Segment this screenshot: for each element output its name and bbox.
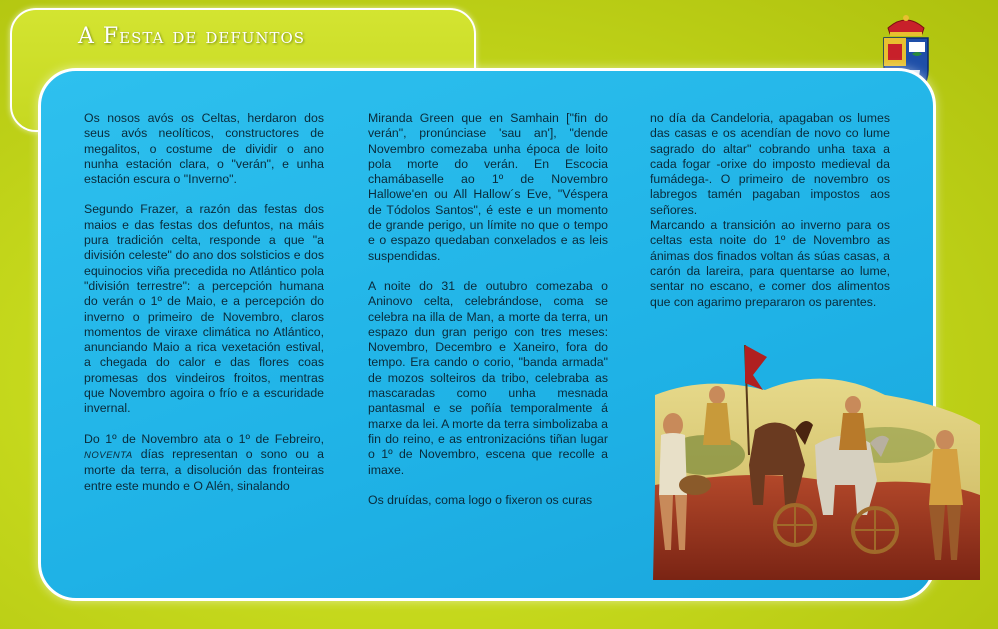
text-column-2	[368, 111, 608, 523]
paragraph: no día da Candeloria, apagaban os lumes das casas e os acendían de novo co lume sagrado do altar" cobrando unha taxa a cada fogar -orixe do imposto medieval da fumádega-. O primeiro de novembro os labregos tamén pagaban impostos aos señores.	[650, 111, 890, 217]
paragraph-text: Do 1º de Novembro ata o 1º de Febreiro,	[84, 431, 324, 446]
page-title: A Festa de defuntos	[78, 24, 306, 49]
paragraph: Marcando a transición ao inverno para os celtas esta noite do 1º de Novembro as ánimas dos finados voltan ás súas casas, a carón da lareira, para quentarse ao lume, sentar no escano, e comer dos alimentos que con agarimo prepararon os parentes.	[650, 218, 890, 309]
text-column-3	[650, 111, 890, 325]
paragraph: A noite do 31 de outubro comezaba o Aninovo celta, celebrándose, coma se celebra na illa de Man, a morte da terra, un espazo dun gran perigo con tres meses: Novembro, Decembro e Xaneiro, fora do tempo. Era cando o corio, "banda armada" de mozos solteiros da tribo, celebraba as mascaradas como unha mesnada pantasmal e se poñía temporalmente á marxe da lei. A morte da terra simbolizaba a fin do reino, e as entronizacións tiñan lugar o 1º de Novembro, escena que recolle a imaxe.	[368, 278, 608, 477]
paragraph: Os nosos avós os Celtas, herdaron dos seus avós neolíticos, constructores de megalitos, o costume de dividir o ano nunha estación clara, o "verán", e unha estación escura o "Inverno".	[84, 111, 324, 187]
celtic-procession-painting	[645, 335, 985, 585]
paragraph-text: días representan o sono ou a morte da terra, a disolución das fronteiras entre este mundo e O Alén, sinalando	[84, 446, 324, 493]
paragraph: Segundo Frazer, a razón das festas dos maios e das festas dos defuntos, na máis pura tradición celta, responde a que "a división celeste" do ano dos solsticios e dos equinocios viña precedida no Atlántico pola "división terrestre": a percepción humana do verán o 1º de Maio, e a percepción do inverno o primeiro de Novembro, claros momentos de viraxe climática no Atlántico, anunciando Maio a rica vexetación estival, a chegada do calor e das flores coas promesas dos vindeiros froitos, mentras que Novembro agoira o frío e a escuridade invernal.	[84, 202, 324, 416]
text-column-1	[84, 111, 324, 509]
paragraph	[84, 432, 324, 494]
paragraph: Miranda Green que en Samhain ["fin do verán", pronúnciase 'sau an'], "dende Novembro comezaba unha época de loito pola morte do verán. En Escocia chamábaselle ao 1º de Novembro Hallowe'en ou All Hallow´s Eve, "Véspera de Tódolos Santos", é este e un momento de grande perigo, un límite no que o tempo e o espazo quedaban conxelados e as leis suspendidas.	[368, 111, 608, 263]
emphasis-text: NOVENTA	[84, 449, 133, 461]
paragraph: Os druídas, coma logo o fixeron os curas	[368, 492, 593, 507]
